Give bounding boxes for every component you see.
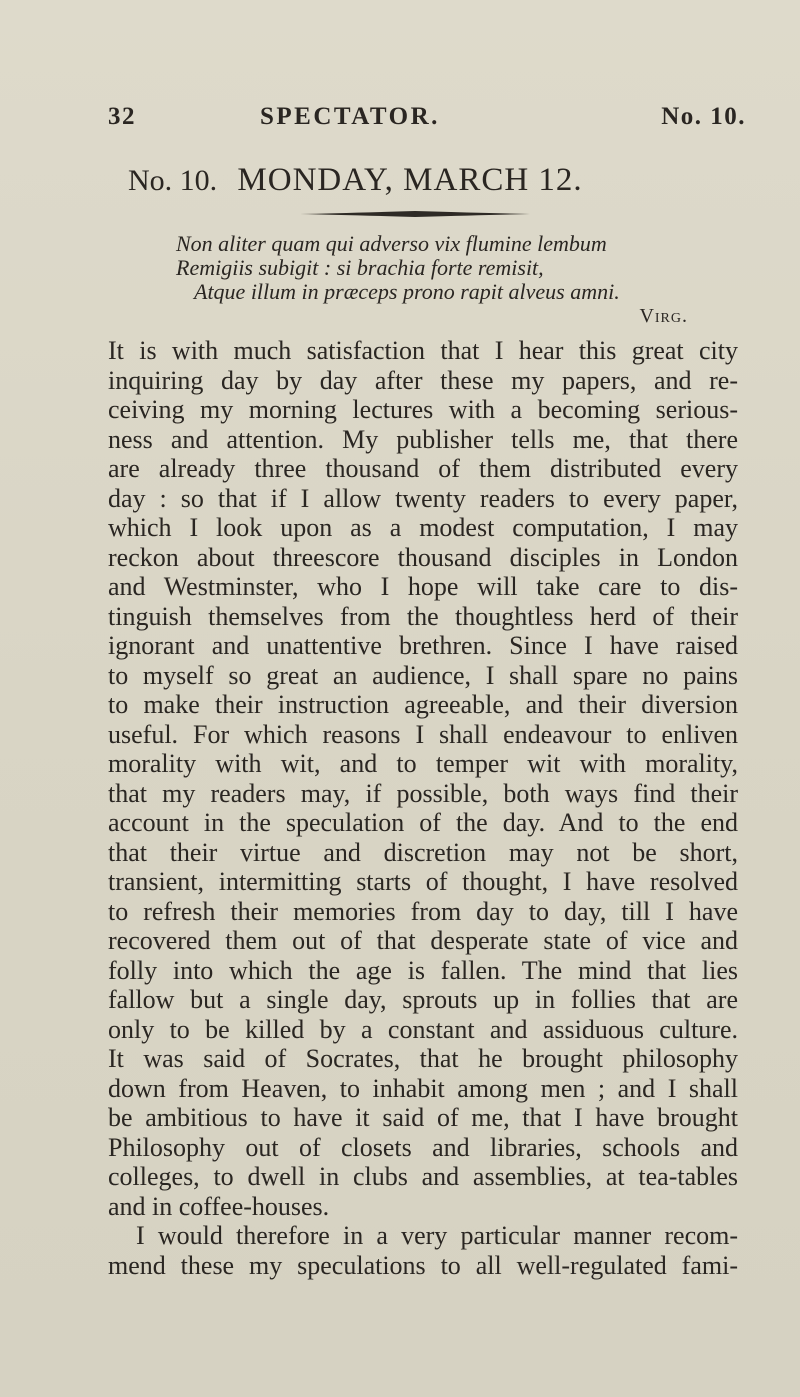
text-line: folly into which the age is fallen. The mind that lies [108,955,738,985]
text-line: that their virtue and discretion may not be short, [108,837,738,867]
text-line: Philosophy out of closets and libraries, schools and [108,1132,738,1162]
text-line: It is with much satisfaction that I hear this great city [108,336,738,365]
essay-body [108,336,738,1280]
page-number: 32 [108,103,136,130]
ornamental-rule [300,210,530,218]
issue-date: MONDAY, MARCH 12. [237,162,583,198]
text-line: day : so that if I allow twenty readers to every paper, [108,483,738,513]
text-line: I would therefore in a very particular manner recom- [136,1221,738,1250]
paragraph-2 [108,1221,738,1280]
text-line: down from Heaven, to inhabit among men ; and I shall [108,1073,738,1103]
running-title: SPECTATOR. [260,103,440,130]
text-line: ignorant and unattentive brethren. Since I have raised [108,631,738,660]
text-line: ness and attention. My publisher tells me, that there [108,424,738,454]
text-line: to make their instruction agreeable, and their diversion [108,690,738,719]
running-issue-number: No. 10. [661,103,746,130]
motto-line: Remigiis subigit : si brachia forte remisit, [176,255,544,280]
text-line: only to be killed by a constant and assiduous culture. [108,1014,738,1044]
text-line: ceiving my morning lectures with a becoming serious- [108,395,738,424]
text-line: It was said of Socrates, that he brought philosophy [108,1044,738,1073]
running-head [108,103,746,137]
issue-number: No. 10. [128,164,218,197]
text-line: morality with wit, and to temper wit with morality, [108,749,738,778]
text-line: to refresh their memories from day to day, till I have [108,896,738,926]
text-line: transient, intermitting starts of thought, I have resolved [108,867,738,896]
text-line: tinguish themselves from the thoughtless herd of their [108,601,738,631]
motto-line: Non aliter quam qui adverso vix flumine lembum [176,231,607,256]
text-line: account in the speculation of the day. And to the end [108,808,738,837]
text-line: inquiring day by day after these my papers, and re- [108,365,738,395]
text-line: to myself so great an audience, I shall spare no pains [108,660,738,690]
text-line: useful. For which reasons I shall endeavour to enliven [108,719,738,749]
text-line: and in coffee-houses. [108,1191,330,1221]
text-line: fallow but a single day, sprouts up in follies that are [108,985,738,1014]
text-line: recovered them out of that desperate state of vice and [108,926,738,955]
motto-author: Virg. [639,305,688,327]
motto-line: Atque illum in præceps prono rapit alveus amni. [194,279,620,304]
paragraph-1 [108,336,738,1221]
text-line: mend these my speculations to all well-regulated fami- [108,1250,738,1280]
text-line: that my readers may, if possible, both ways find their [108,778,738,808]
text-line: and Westminster, who I hope will take care to dis- [108,572,738,601]
latin-motto [176,232,756,328]
text-line: reckon about threescore thousand disciples in London [108,542,738,572]
text-line: which I look upon as a modest computation, I may [108,513,738,542]
issue-heading [128,162,728,199]
text-line: are already three thousand of them distributed every [108,454,738,483]
text-line: be ambitious to have it said of me, that I have brought [108,1103,738,1132]
text-line: colleges, to dwell in clubs and assemblies, at tea-tables [108,1162,738,1191]
